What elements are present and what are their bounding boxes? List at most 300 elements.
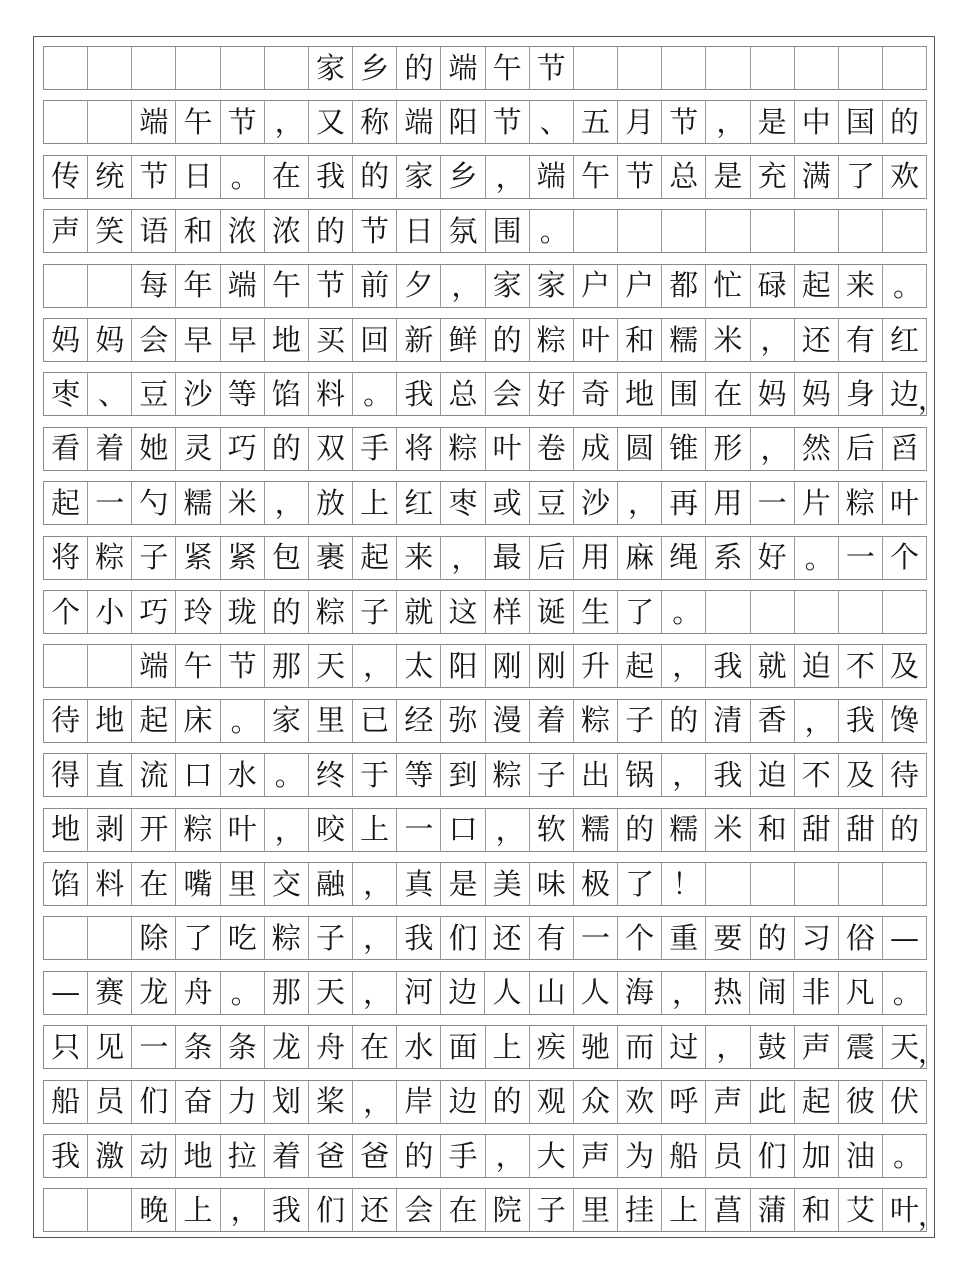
grid-char: 端 <box>132 101 176 143</box>
grid-char: 里 <box>574 1189 618 1231</box>
grid-char: 迫 <box>751 754 795 796</box>
grid-char: 船 <box>44 1081 88 1123</box>
grid-char: 放 <box>309 482 353 524</box>
grid-char: ， <box>441 265 485 307</box>
grid-char: 习 <box>795 917 839 959</box>
grid-char: 闹 <box>750 972 794 1014</box>
grid-char: 了 <box>618 591 662 633</box>
grid-char: 粽 <box>530 319 574 361</box>
grid-char: 加 <box>795 1135 839 1177</box>
grid-char: 糯 <box>176 482 220 524</box>
grid-row <box>43 971 927 1015</box>
grid-char: 料 <box>88 863 132 905</box>
overflow-punctuation: ， <box>918 1036 947 1070</box>
grid-char: 夕 <box>397 265 441 307</box>
grid-char: 起 <box>353 537 397 579</box>
grid-char: 交 <box>265 863 309 905</box>
grid-char: 又 <box>309 101 353 143</box>
grid-char: 粽 <box>176 809 220 851</box>
grid-char: 后 <box>530 537 574 579</box>
grid-char: 满 <box>795 156 839 198</box>
grid-char: 五 <box>574 101 618 143</box>
grid-char: 是 <box>751 101 795 143</box>
grid-char: 不 <box>795 754 839 796</box>
grid-char: 员 <box>88 1081 132 1123</box>
grid-char: 粽 <box>574 700 618 742</box>
grid-char: ， <box>353 917 397 959</box>
grid-char: 子 <box>353 591 397 633</box>
grid-char: 那 <box>265 972 309 1014</box>
grid-row <box>43 209 927 253</box>
grid-char: 新 <box>397 319 441 361</box>
grid-char: 锅 <box>618 754 662 796</box>
grid-char: 糯 <box>662 319 706 361</box>
grid-char: 来 <box>839 265 883 307</box>
grid-char: 粽 <box>309 591 353 633</box>
grid-char: ， <box>353 645 397 687</box>
grid-cell-empty <box>44 265 88 307</box>
grid-char: 上 <box>662 1189 706 1231</box>
grid-char: 有 <box>530 917 574 959</box>
grid-char: 起 <box>44 482 88 524</box>
grid-char: 除 <box>132 917 176 959</box>
grid-char: 漫 <box>486 700 530 742</box>
grid-char: 手 <box>353 428 397 470</box>
grid-row <box>43 862 927 906</box>
grid-char: 流 <box>132 754 176 796</box>
grid-char: 。 <box>662 591 706 633</box>
grid-char: 家 <box>309 47 353 89</box>
grid-cell-empty <box>88 1189 132 1231</box>
grid-char: 激 <box>88 1135 132 1177</box>
grid-char: 力 <box>221 1081 265 1123</box>
grid-row <box>43 264 927 308</box>
grid-char: 起 <box>618 645 662 687</box>
grid-char: 有 <box>839 319 883 361</box>
grid-cell-empty <box>44 645 88 687</box>
grid-char: 的 <box>353 156 397 198</box>
grid-char: 样 <box>486 591 530 633</box>
grid-char: 挂 <box>618 1189 662 1231</box>
grid-char: 个 <box>618 917 662 959</box>
grid-char: 会 <box>397 1189 441 1231</box>
grid-char: 端 <box>221 265 265 307</box>
grid-char: 粽 <box>486 754 530 796</box>
grid-char: 和 <box>176 210 220 252</box>
grid-cell-empty <box>618 210 662 252</box>
grid-char: 赛 <box>88 972 132 1014</box>
grid-char: 后 <box>839 428 883 470</box>
grid-char: 。 <box>883 265 927 307</box>
grid-char: 。 <box>883 1135 927 1177</box>
grid-char: 起 <box>795 265 839 307</box>
grid-cell-empty <box>88 47 132 89</box>
grid-char: 个 <box>44 591 88 633</box>
grid-row <box>43 536 927 580</box>
grid-char: 巧 <box>132 591 176 633</box>
grid-char: 子 <box>132 537 176 579</box>
grid-char: 水 <box>397 1026 441 1068</box>
grid-cell-empty <box>88 101 132 143</box>
grid-char: 直 <box>88 754 132 796</box>
grid-char: ， <box>706 1026 750 1068</box>
grid-cell-empty <box>839 591 883 633</box>
grid-cell-empty <box>662 47 706 89</box>
grid-char: 舟 <box>176 972 220 1014</box>
grid-char: 就 <box>397 591 441 633</box>
grid-char: 家 <box>486 265 530 307</box>
grid-cell-empty <box>883 863 927 905</box>
grid-char: 子 <box>618 700 662 742</box>
grid-char: 国 <box>839 101 883 143</box>
grid-char: 奋 <box>176 1081 220 1123</box>
grid-row <box>43 1188 927 1232</box>
grid-char: 节 <box>309 265 353 307</box>
grid-char: 糯 <box>574 809 618 851</box>
grid-row <box>43 916 927 960</box>
grid-char: 升 <box>574 645 618 687</box>
grid-char: 的 <box>265 591 309 633</box>
grid-char: 的 <box>309 210 353 252</box>
grid-char: 户 <box>618 265 662 307</box>
grid-char: ， <box>486 1135 530 1177</box>
grid-char: 买 <box>309 319 353 361</box>
grid-char: 见 <box>88 1026 132 1068</box>
grid-char: 开 <box>132 809 176 851</box>
grid-char: 那 <box>265 645 309 687</box>
grid-char: ！ <box>662 863 706 905</box>
grid-char: 系 <box>706 537 750 579</box>
grid-char: 好 <box>530 373 574 415</box>
grid-char: 一 <box>397 809 441 851</box>
grid-char: 了 <box>176 917 220 959</box>
grid-char: 里 <box>221 863 265 905</box>
grid-char: 只 <box>44 1026 88 1068</box>
grid-char: ， <box>751 319 795 361</box>
grid-char: 到 <box>441 754 485 796</box>
grid-char: 看 <box>44 428 88 470</box>
grid-row <box>43 1025 927 1069</box>
grid-char: 蒲 <box>751 1189 795 1231</box>
grid-char: 我 <box>309 156 353 198</box>
grid-cell-empty <box>839 210 883 252</box>
grid-row <box>43 699 927 743</box>
grid-cell-empty <box>265 47 309 89</box>
grid-char: 个 <box>883 537 927 579</box>
grid-char: 端 <box>132 645 176 687</box>
grid-char: 里 <box>309 700 353 742</box>
grid-char: 弥 <box>441 700 485 742</box>
grid-char: 菖 <box>706 1189 750 1231</box>
grid-char: ， <box>795 700 839 742</box>
grid-char: 真 <box>397 863 441 905</box>
grid-char: 天 <box>309 645 353 687</box>
grid-char: 大 <box>530 1135 574 1177</box>
grid-cell-empty <box>751 47 795 89</box>
grid-char: 勺 <box>132 482 176 524</box>
grid-char: 成 <box>574 428 618 470</box>
grid-char: 爸 <box>309 1135 353 1177</box>
grid-char: 还 <box>795 319 839 361</box>
grid-char: 糯 <box>662 809 706 851</box>
grid-char: 剥 <box>88 809 132 851</box>
grid-char: 拉 <box>221 1135 265 1177</box>
grid-char: 口 <box>441 809 485 851</box>
grid-cell-empty <box>883 210 927 252</box>
grid-char: 等 <box>221 373 265 415</box>
grid-char: 沙 <box>176 373 220 415</box>
grid-char: 语 <box>132 210 176 252</box>
grid-char: 上 <box>353 809 397 851</box>
grid-cell-empty <box>44 101 88 143</box>
grid-char: 早 <box>176 319 220 361</box>
grid-char: 围 <box>662 373 706 415</box>
grid-char: 浓 <box>221 210 265 252</box>
grid-cell-empty <box>751 591 795 633</box>
grid-char: 龙 <box>265 1026 309 1068</box>
grid-char: 我 <box>706 754 750 796</box>
grid-char: 、 <box>530 101 574 143</box>
grid-char: 妈 <box>795 373 839 415</box>
grid-char: 。 <box>221 700 265 742</box>
grid-char: 出 <box>574 754 618 796</box>
grid-char: 将 <box>44 537 88 579</box>
grid-char: 们 <box>751 1135 795 1177</box>
grid-char: 忙 <box>706 265 750 307</box>
grid-cell-empty <box>44 1189 88 1231</box>
grid-char: 粽 <box>88 537 132 579</box>
grid-cell-empty <box>839 863 883 905</box>
grid-char: 条 <box>176 1026 220 1068</box>
grid-char: 会 <box>486 373 530 415</box>
grid-char: ， <box>662 645 706 687</box>
grid-char: 我 <box>265 1189 309 1231</box>
grid-char: 太 <box>397 645 441 687</box>
grid-char: 伏 <box>883 1081 927 1123</box>
grid-char: 的 <box>265 428 309 470</box>
grid-row <box>43 808 927 852</box>
grid-char: 边 <box>883 373 927 415</box>
grid-char: 声 <box>795 1026 839 1068</box>
grid-char: ， <box>353 863 397 905</box>
grid-char: 重 <box>662 917 706 959</box>
grid-cell-empty <box>662 210 706 252</box>
grid-char: 在 <box>353 1026 397 1068</box>
grid-char: 一 <box>574 917 618 959</box>
grid-row <box>43 644 927 688</box>
grid-char: 面 <box>441 1026 485 1068</box>
grid-row <box>43 427 927 471</box>
grid-char: 已 <box>353 700 397 742</box>
grid-char: 再 <box>662 482 706 524</box>
grid-char: ， <box>486 156 530 198</box>
grid-char: 呼 <box>662 1081 706 1123</box>
grid-char: 软 <box>530 809 574 851</box>
grid-char: 天 <box>883 1026 927 1068</box>
grid-char: 馋 <box>883 700 927 742</box>
grid-char: 前 <box>353 265 397 307</box>
grid-char: 奇 <box>574 373 618 415</box>
grid-char: 了 <box>618 863 662 905</box>
grid-char: 子 <box>309 917 353 959</box>
title-row <box>43 46 927 90</box>
grid-char: 上 <box>486 1026 530 1068</box>
grid-char: 乡 <box>353 47 397 89</box>
grid-char: 叶 <box>574 319 618 361</box>
grid-char: 待 <box>883 754 927 796</box>
grid-char: 统 <box>88 156 132 198</box>
grid-char: 。 <box>795 537 839 579</box>
grid-row <box>43 1134 927 1178</box>
grid-char: 俗 <box>839 917 883 959</box>
grid-char: ， <box>751 428 795 470</box>
grid-char: 妈 <box>751 373 795 415</box>
grid-char: 。 <box>883 972 927 1014</box>
grid-char: 会 <box>132 319 176 361</box>
grid-char: ， <box>221 1189 265 1231</box>
grid-char: 凡 <box>839 972 883 1014</box>
grid-cell-empty <box>795 47 839 89</box>
grid-char: 紧 <box>221 537 265 579</box>
grid-char: 端 <box>397 101 441 143</box>
grid-char: 红 <box>397 482 441 524</box>
grid-char: ， <box>662 754 706 796</box>
grid-char: 口 <box>176 754 220 796</box>
grid-char: 岸 <box>397 1081 441 1123</box>
grid-char: 舟 <box>309 1026 353 1068</box>
grid-cell-empty <box>839 47 883 89</box>
grid-char: 枣 <box>441 482 485 524</box>
grid-char: 经 <box>397 700 441 742</box>
grid-cell-empty <box>574 210 618 252</box>
grid-char: 叶 <box>883 482 927 524</box>
grid-char: 是 <box>441 863 485 905</box>
grid-char: 端 <box>530 156 574 198</box>
grid-cell-empty <box>795 591 839 633</box>
grid-char: 和 <box>795 1189 839 1231</box>
grid-char: 为 <box>618 1135 662 1177</box>
grid-row <box>43 590 927 634</box>
grid-char: 了 <box>839 156 883 198</box>
grid-char: ， <box>353 1081 397 1123</box>
grid-char: 乡 <box>441 156 485 198</box>
grid-char: 山 <box>530 972 574 1014</box>
grid-char: 极 <box>574 863 618 905</box>
grid-char: 河 <box>397 972 441 1014</box>
grid-char: 生 <box>574 591 618 633</box>
grid-char: 我 <box>397 373 441 415</box>
grid-char: 刚 <box>486 645 530 687</box>
grid-char: 人 <box>485 972 529 1014</box>
grid-char: 节 <box>486 101 530 143</box>
grid-char: 诞 <box>530 591 574 633</box>
grid-char: 。 <box>265 754 309 796</box>
grid-char: ， <box>353 972 397 1014</box>
grid-char: 。 <box>530 210 574 252</box>
grid-char: 地 <box>176 1135 220 1177</box>
grid-row <box>43 481 927 525</box>
grid-char: 过 <box>662 1026 706 1068</box>
grid-char: 刚 <box>530 645 574 687</box>
grid-char: 就 <box>751 645 795 687</box>
grid-char: 美 <box>486 863 530 905</box>
grid-char: 小 <box>88 591 132 633</box>
grid-char: 叶 <box>486 428 530 470</box>
grid-row <box>43 1080 927 1124</box>
grid-cell-empty <box>176 47 220 89</box>
grid-char: 粽 <box>441 428 485 470</box>
grid-char: 床 <box>176 700 220 742</box>
grid-char: 声 <box>574 1135 618 1177</box>
grid-char: 爸 <box>353 1135 397 1177</box>
grid-char: 圆 <box>618 428 662 470</box>
grid-char: 我 <box>706 645 750 687</box>
grid-char: 家 <box>397 156 441 198</box>
grid-char: ， <box>662 972 706 1014</box>
grid-char: 包 <box>265 537 309 579</box>
grid-char: 清 <box>706 700 750 742</box>
grid-row <box>43 753 927 797</box>
grid-char: 而 <box>618 1026 662 1068</box>
grid-char: 月 <box>618 101 662 143</box>
grid-char: 鼓 <box>751 1026 795 1068</box>
grid-char: 待 <box>44 700 88 742</box>
grid-cell-empty <box>706 47 750 89</box>
grid-char: 划 <box>265 1081 309 1123</box>
grid-char: 舀 <box>883 428 927 470</box>
grid-char: 灵 <box>176 428 220 470</box>
grid-row <box>43 155 927 199</box>
grid-char: 枣 <box>44 373 88 415</box>
grid-char: 员 <box>706 1135 750 1177</box>
grid-char: 的 <box>662 700 706 742</box>
grid-char: 的 <box>883 809 927 851</box>
grid-char: 热 <box>706 972 750 1014</box>
grid-char: 巧 <box>221 428 265 470</box>
grid-char: 声 <box>706 1081 750 1123</box>
grid-char: 水 <box>221 754 265 796</box>
grid-char: 上 <box>176 1189 220 1231</box>
grid-char: 阳 <box>441 101 485 143</box>
grid-char: 手 <box>441 1135 485 1177</box>
grid-cell-empty <box>706 591 750 633</box>
grid-char: 用 <box>706 482 750 524</box>
grid-char: 传 <box>44 156 88 198</box>
grid-char: 阳 <box>441 645 485 687</box>
grid-char: 日 <box>397 210 441 252</box>
grid-char: 一 <box>132 1026 176 1068</box>
grid-char: 及 <box>883 645 927 687</box>
grid-char: 节 <box>132 156 176 198</box>
grid-char: 日 <box>176 156 220 198</box>
grid-cell-empty <box>574 47 618 89</box>
grid-char: 一 <box>88 482 132 524</box>
grid-char: 人 <box>574 972 618 1014</box>
grid-char: 着 <box>530 700 574 742</box>
grid-char: 家 <box>530 265 574 307</box>
grid-cell-empty <box>706 210 750 252</box>
grid-char: 叶 <box>221 809 265 851</box>
grid-char: 、 <box>88 373 132 415</box>
grid-char: 动 <box>132 1135 176 1177</box>
grid-char: 玲 <box>176 591 220 633</box>
grid-char: 着 <box>265 1135 309 1177</box>
grid-cell-empty <box>88 917 132 959</box>
grid-char: 然 <box>795 428 839 470</box>
grid-char: 们 <box>309 1189 353 1231</box>
grid-char: 甜 <box>839 809 883 851</box>
grid-cell-empty <box>618 47 662 89</box>
